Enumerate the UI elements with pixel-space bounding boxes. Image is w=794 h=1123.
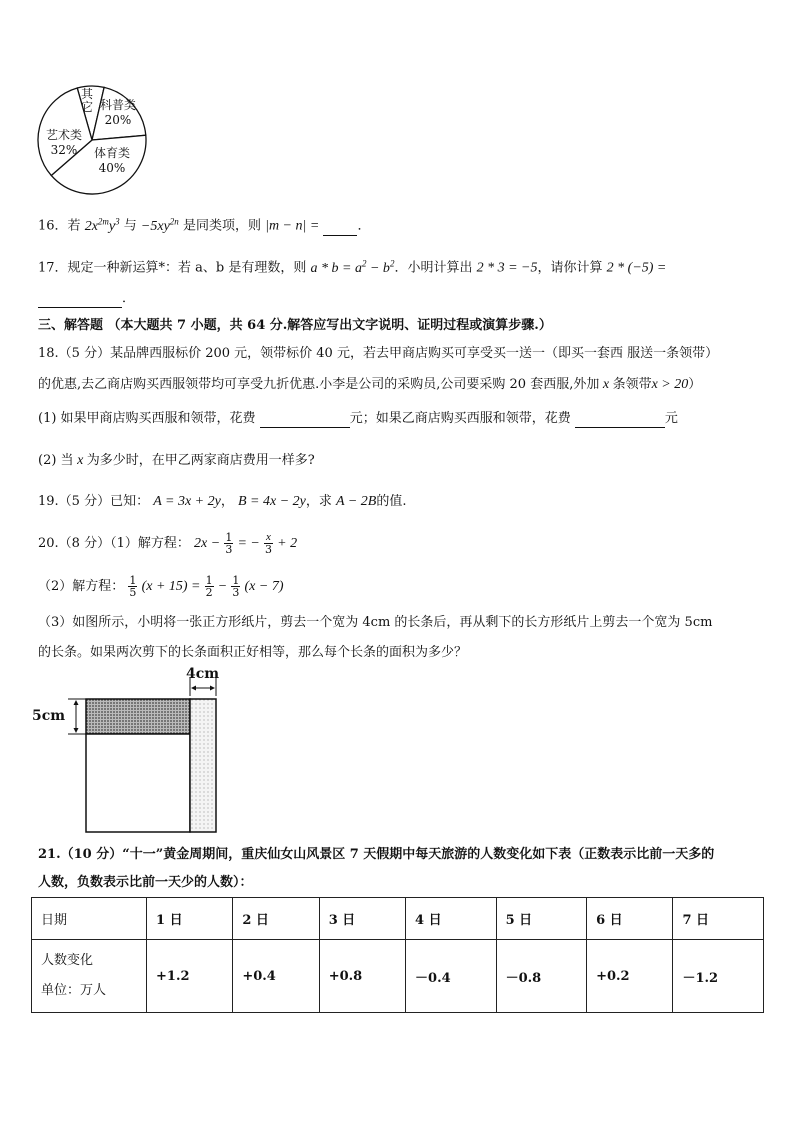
table-row — [32, 940, 764, 1013]
visitor-change-table — [31, 897, 764, 1013]
label-5cm: 5cm — [32, 708, 66, 724]
paper-strip-figure — [38, 666, 228, 836]
table-header-cell: 5 日 — [496, 898, 587, 940]
question-18-part-1: (1) 如果甲商店购买西服和领带，花费 元；如果乙商店购买西服和领带，花费 元 — [38, 411, 678, 426]
pie-label-science: 科普类 20% — [99, 98, 136, 127]
table-cell: －0.4 — [406, 940, 497, 1013]
table-cell: +1.2 — [147, 940, 233, 1013]
question-21-line-2: 人数，负数表示比前一天少的人数）： — [38, 875, 253, 890]
question-17: 17．规定一种新运算*：若 a、b 是有理数，则 $a * b = a^2 - b^2$．小明计算出 2 * 3 = −5，请你计算 2 * (−5) = — [38, 258, 667, 276]
pie-label-other: 其 它 — [80, 87, 93, 114]
question-18-line-1: 18.（5 分）某品牌西服标价 200 元，领带标价 40 元，若去甲商店购买可享受买一送一（即买一套西 服送一条领带） — [38, 346, 719, 361]
table-header-cell: 6 日 — [587, 898, 673, 940]
question-16: 16．若 $2x^{2m}y^3$ 与 $-5xy^{2n}$ 是同类项，则 |m − n| = ． — [38, 216, 371, 234]
table-header-cell: 7 日 — [673, 898, 764, 940]
pie-label-sports: 体育类 40% — [93, 146, 130, 175]
question-21-line-1: 21.（10 分）“十一”黄金周期间，重庆仙女山风景区 7 天假期中每天旅游的人数变化如下表（正数表示比前一天多的 — [38, 847, 715, 862]
question-20-part-3-line-2: 的长条。如果两次剪下的长条面积正好相等，那么每个长条的面积为多少？ — [38, 645, 468, 660]
table-header-cell: 2 日 — [233, 898, 319, 940]
table-header-cell: 3 日 — [319, 898, 405, 940]
question-20-part-1: 20.（8 分）（1）解方程： 2x − $\frac{1}{3}$ = − $\frac{x}{3}$ + 2 — [38, 531, 298, 556]
answer-blank[interactable] — [323, 221, 357, 236]
table-row-label: 人数变化 单位：万人 — [32, 940, 147, 1013]
pie-label-art: 艺术类 32% — [45, 128, 82, 157]
question-18-line-2: 的优惠,去乙商店购买西服领带均可享受九折优惠.小李是公司的采购员,公司要采购 20 套西服,外加 x 条领带x > 20） — [38, 377, 702, 392]
table-cell: +0.2 — [587, 940, 673, 1013]
table-header-cell: 4 日 — [406, 898, 497, 940]
label-4cm: 4cm — [186, 666, 220, 682]
answer-blank[interactable] — [260, 413, 350, 428]
table-header-cell: 日期 — [32, 898, 147, 940]
question-20-part-2: （2）解方程： $\frac{1}{5}$ (x + 15) = $\frac{1}{2}$ − $\frac{1}{3}$ (x − 7) — [38, 574, 284, 599]
question-18-part-2: (2) 当 x 为多少时，在甲乙两家商店费用一样多? — [38, 453, 315, 468]
question-20-part-3-line-1: （3）如图所示，小明将一张正方形纸片，剪去一个宽为 4cm 的长条后，再从剩下的长方形纸片上剪去一个宽为 5cm — [38, 615, 713, 630]
table-cell: －1.2 — [673, 940, 764, 1013]
answer-blank[interactable] — [575, 413, 665, 428]
table-cell: －0.8 — [496, 940, 587, 1013]
table-header-row — [32, 898, 764, 940]
question-17-answer: ． — [38, 290, 135, 308]
section-3-heading: 三、解答题 （本大题共 7 小题，共 64 分.解答应写出文字说明、证明过程或演算步骤.） — [38, 318, 552, 333]
table-cell: +0.8 — [319, 940, 405, 1013]
answer-blank[interactable] — [38, 293, 122, 308]
table-header-cell: 1 日 — [147, 898, 233, 940]
question-19: 19.（5 分）已知： A = 3x + 2y， B = 4x − 2y，求 A − 2B的值. — [38, 494, 407, 509]
table-cell: +0.4 — [233, 940, 319, 1013]
